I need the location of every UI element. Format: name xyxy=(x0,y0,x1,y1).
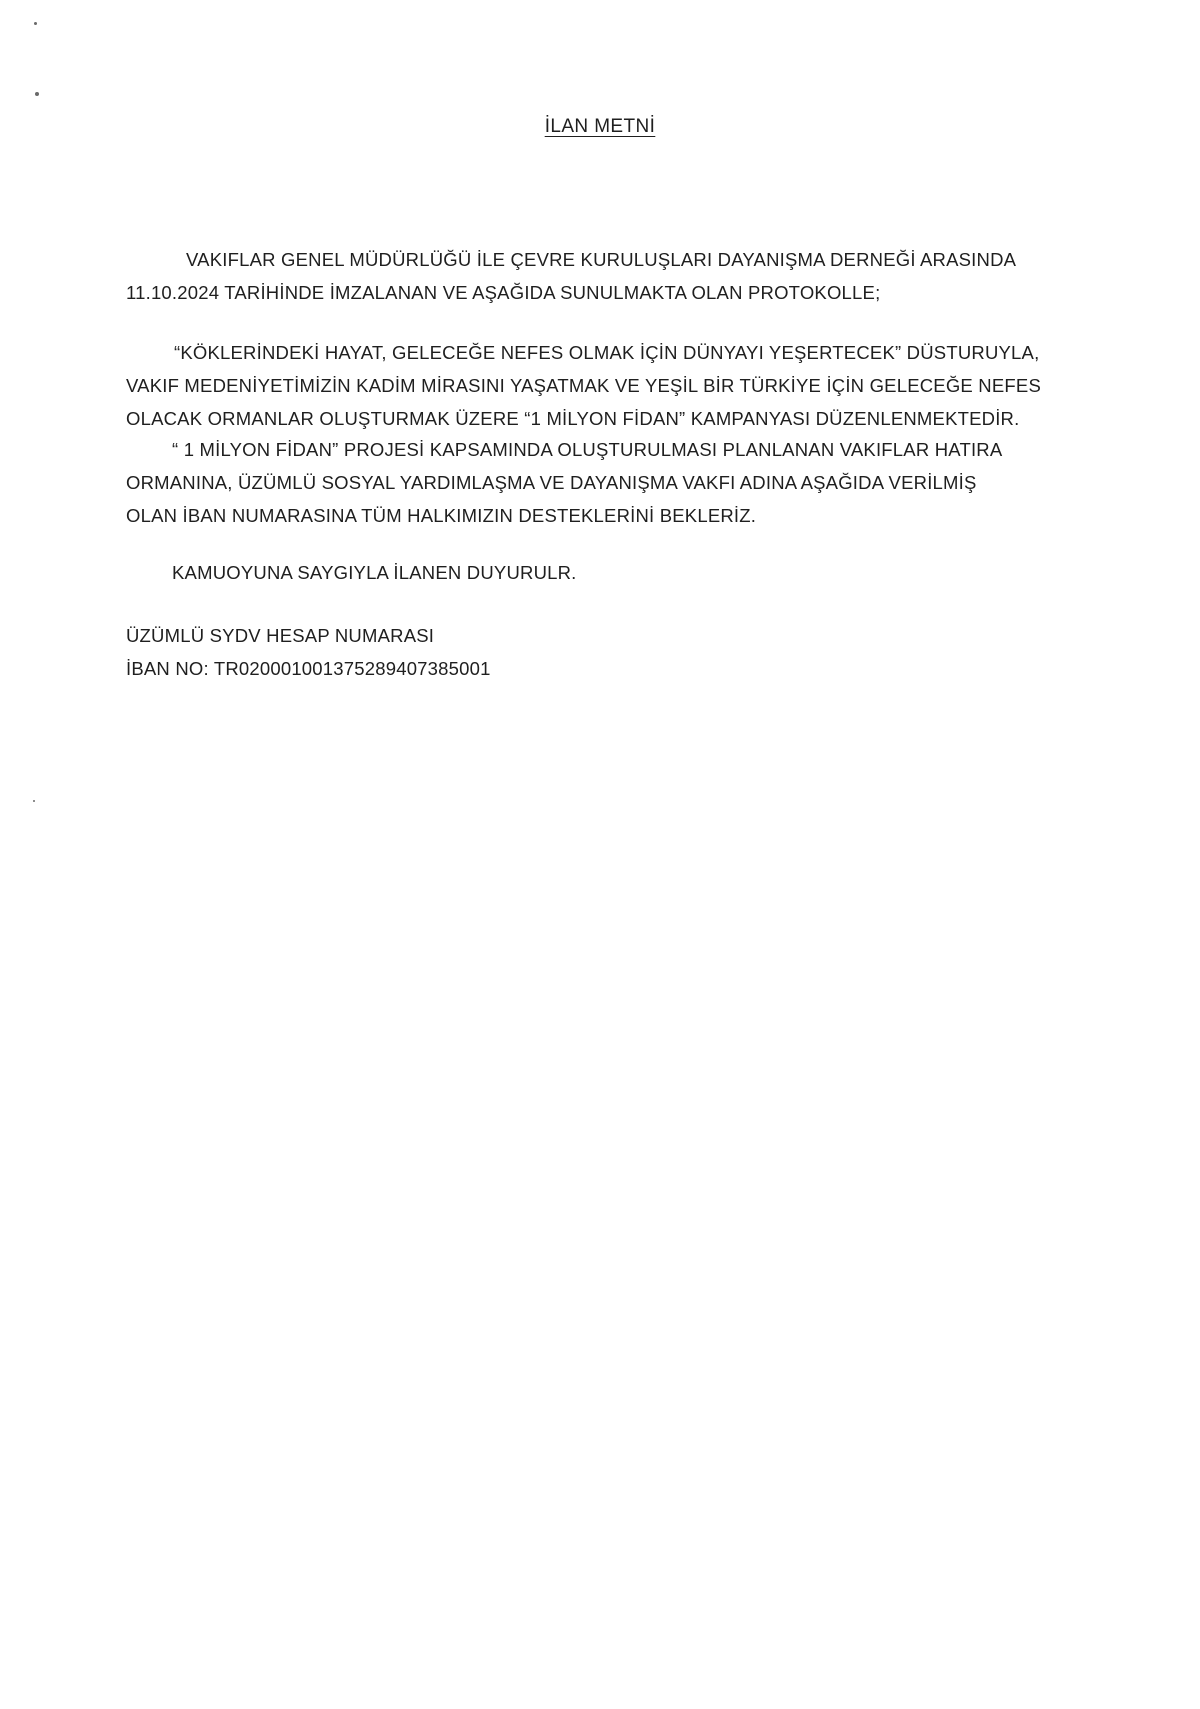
motto-line: OLACAK ORMANLAR OLUŞTURMAK ÜZERE “1 MİLYON FİDAN” KAMPANYASI DÜZENLENMEKTEDİR. xyxy=(126,408,1020,429)
account-label: ÜZÜMLÜ SYDV HESAP NUMARASI xyxy=(126,625,435,646)
intro-paragraph xyxy=(126,243,1076,309)
intro-line: VAKIFLAR GENEL MÜDÜRLÜĞÜ İLE ÇEVRE KURULUŞLARI DAYANIŞMA DERNEĞİ ARASINDA xyxy=(186,249,1017,270)
project-line: OLAN İBAN NUMARASINA TÜM HALKIMIZIN DESTEKLERİNİ BEKLERİZ. xyxy=(126,505,757,526)
iban-number: İBAN NO: TR020001001375289407385001 xyxy=(126,658,491,679)
project-line: ORMANINA, ÜZÜMLÜ SOSYAL YARDIMLAŞMA VE DAYANIŞMA VAKFI ADINA AŞAĞIDA VERİLMİŞ xyxy=(126,472,977,493)
document-title-text: İLAN METNİ xyxy=(544,116,656,137)
motto-line: VAKIF MEDENİYETİMİZİN KADİM MİRASINI YAŞATMAK VE YEŞİL BİR TÜRKİYE İÇİN GELECEĞE NEFES xyxy=(126,375,1041,396)
intro-line: 11.10.2024 TARİHİNDE İMZALANAN VE AŞAĞIDA SUNULMAKTA OLAN PROTOKOLLE; xyxy=(126,282,881,303)
account-block xyxy=(126,619,1076,685)
announcement-text: KAMUOYUNA SAYGIYLA İLANEN DUYURULR. xyxy=(172,562,577,583)
scan-speck xyxy=(33,800,35,802)
project-line: “ 1 MİLYON FİDAN” PROJESİ KAPSAMINDA OLUŞTURULMASI PLANLANAN VAKIFLAR HATIRA xyxy=(172,439,1003,460)
motto-paragraph xyxy=(126,336,1076,435)
scan-speck xyxy=(35,92,39,96)
scan-speck xyxy=(34,22,37,25)
announcement-paragraph xyxy=(126,556,1076,589)
motto-line: “KÖKLERİNDEKİ HAYAT, GELECEĞE NEFES OLMAK İÇİN DÜNYAYI YEŞERTECEK” DÜSTURUYLA, xyxy=(174,342,1040,363)
project-paragraph xyxy=(126,433,1076,532)
document-title xyxy=(0,116,1200,138)
